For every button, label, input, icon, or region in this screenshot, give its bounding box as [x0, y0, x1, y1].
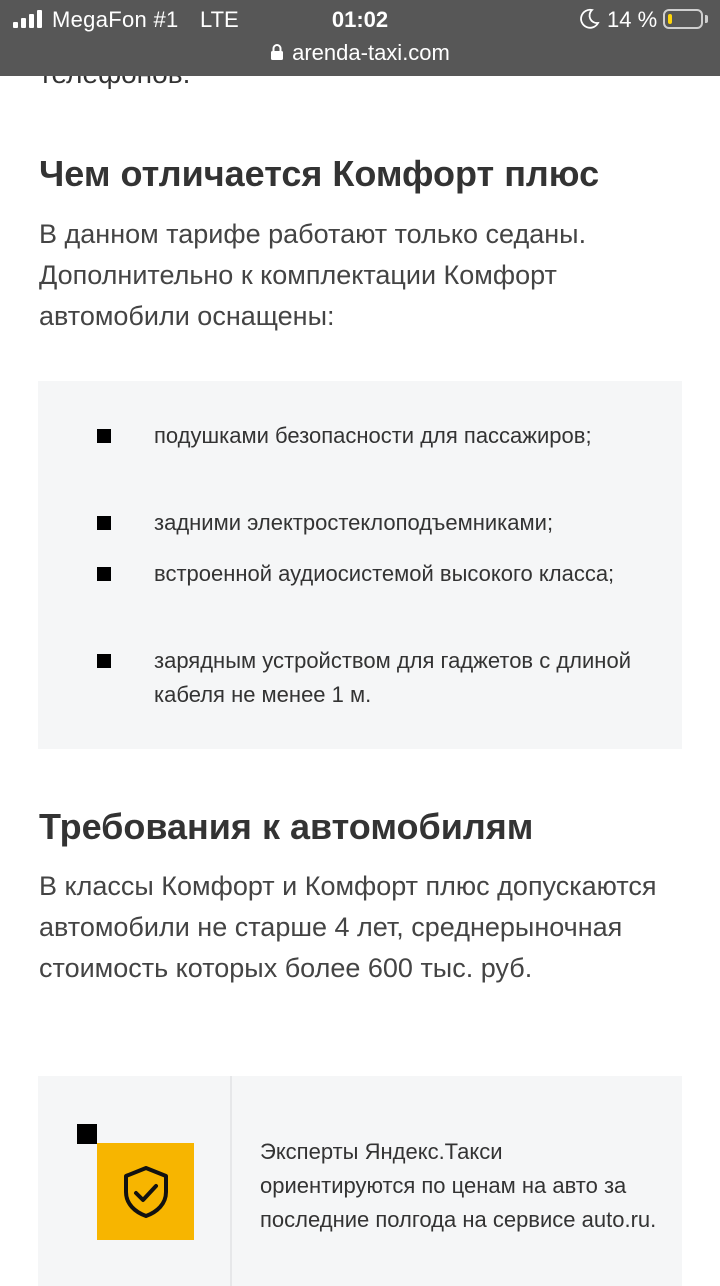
network-type: LTE	[200, 7, 239, 32]
list-item-text: подушками безопасности для пассажиров;	[154, 423, 592, 448]
square-bullet-icon	[97, 654, 111, 668]
square-bullet-icon	[97, 516, 111, 530]
clock: 01:02	[331, 7, 389, 32]
square-bullet-icon	[97, 429, 111, 443]
expert-callout	[38, 1076, 682, 1286]
shield-check-icon	[121, 1165, 171, 1219]
lock-icon	[270, 43, 284, 61]
callout-divider	[230, 1076, 232, 1286]
features-list	[38, 381, 682, 749]
battery-percent: 14 %	[607, 7, 658, 32]
url-text: arenda-taxi.com	[292, 40, 450, 65]
section-heading-comfort-plus: Чем отличается Комфорт плюс	[39, 153, 600, 194]
carrier-name: MegaFon #1	[52, 7, 179, 32]
section-paragraph-comfort-plus: В данном тарифе работают только седаны. Дополнительно к комплектации Комфорт автомобили оснащены:	[39, 219, 587, 331]
expert-text: Эксперты Яндекс.Такси ориентируются по ценам на авто за последние полгода на сервисе auto.ru.	[260, 1139, 657, 1232]
do-not-disturb-moon-icon	[578, 8, 600, 30]
list-item-text: встроенной аудиосистемой высокого класса;	[154, 561, 615, 586]
battery-icon	[663, 9, 703, 29]
square-bullet-icon	[97, 567, 111, 581]
section-paragraph-car-requirements: В классы Комфорт и Комфорт плюс допускаются автомобили не старше 4 лет, среднерыночная стоимость которых более 600 тыс. руб.	[39, 871, 657, 983]
shield-badge	[97, 1143, 194, 1240]
status-bar	[0, 0, 720, 76]
address-bar[interactable]	[0, 38, 720, 70]
list-item-text: задними электростеклоподъемниками;	[154, 510, 554, 535]
pixel-decoration	[77, 1124, 97, 1144]
section-heading-car-requirements: Требования к автомобилям	[39, 806, 534, 847]
list-item-text: зарядным устройством для гаджетов с длиной кабеля не менее 1 м.	[154, 648, 631, 707]
